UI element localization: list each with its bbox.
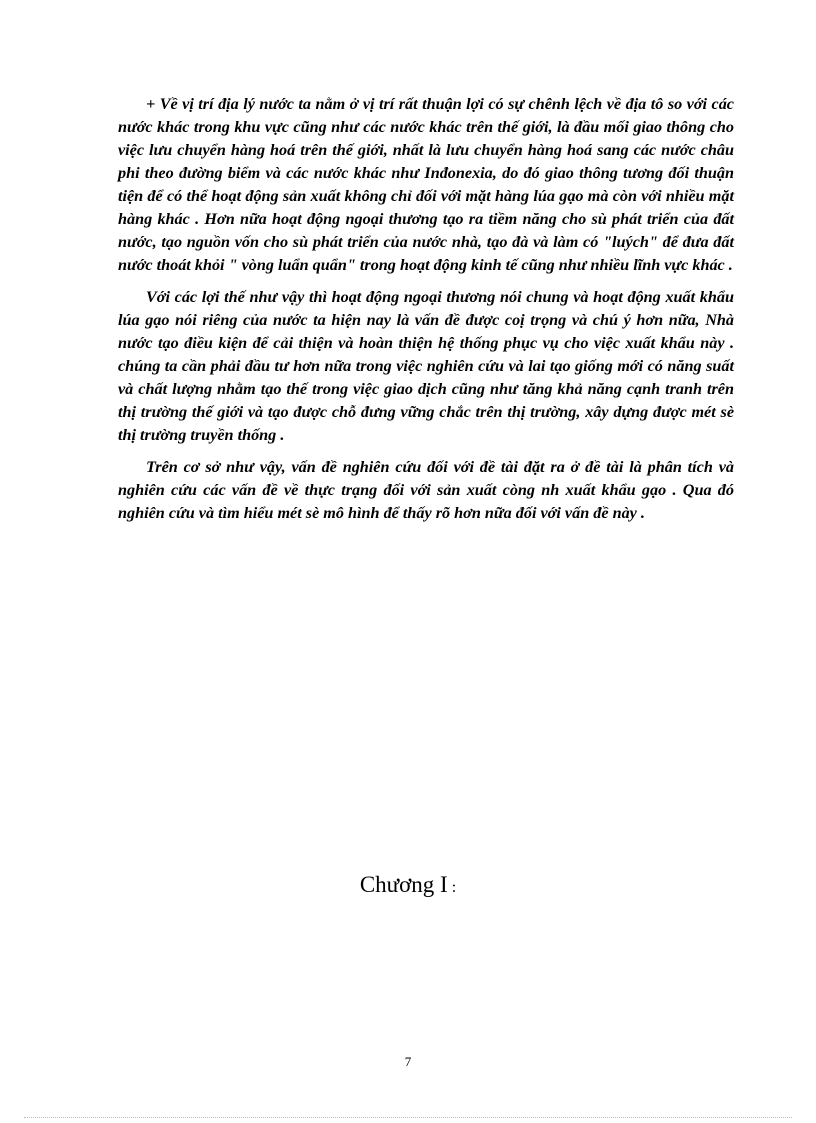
paragraph-advantages: Với các lợi thế như vậy thì hoạt động ngoại thương nói chung và hoạt động xuất khẩu lúa gạo nói riêng của nước ta hiện nay là vấn đề được coị trọng và chú ý hơn nữa, Nhà nước tạo điều kiện để cải thiện và hoàn thiện hệ thống phục vụ cho việc xuất khẩu này . chúng ta cần phải đầu tư hơn nữa trong việc nghiên cứu và lai tạo giống mới có năng suất và chất lượng nhằm tạo thế trong việc giao dịch cũng như tăng khả năng cạnh tranh trên thị trường thế giới và tạo được chỗ đưng vững chắc trên thị trường, xây dựng được mét sè thị trường truyền thống . [118,288,734,444]
body-text [118,93,734,534]
paragraph-geography: + Về vị trí địa lý nước ta nằm ở vị trí rất thuận lợi có sự chênh lệch về địa tô so với các nước khác trong khu vực cũng như các nước khác trên thế giới, là đầu mối giao thông cho việc lưu chuyển hàng hoá trên thế giới, nhất là lưu chuyển hàng hoá sang các nước châu phi theo đường biểm và các nước khác như Inđonexia, do đó giao thông tương đối thuận tiện để có thể hoạt động sản xuất không chỉ đối với mặt hàng lúa gạo mà còn với nhiều mặt hàng khác . Hơn nữa hoạt động ngoại thương tạo ra tiềm năng cho sù phát triển của đất nước, tạo nguồn vốn cho sù phát triển của nước nhà, tạo đà và làm có "luých" để đưa đất nước thoát khỏi " vòng luẩn quẩn" trong hoạt động kinh tế cũng như nhiều lĩnh vực khác . [118,95,734,274]
chapter-heading [0,872,816,898]
chapter-title: Chương I [359,872,448,897]
page-bottom-divider [24,1117,792,1118]
chapter-colon: : [451,879,457,896]
page-number: 7 [404,1054,412,1069]
paragraph-research-scope: Trên cơ sở như vậy, vấn đề nghiên cứu đối với đề tài đặt ra ở đề tài là phân tích và nghiên cứu các vấn đề về thực trạng đối với sản xuất còng nh xuất khẩu gạo . Qua đó nghiên cứu và tìm hiểu mét sè mô hình để thấy rõ hơn nữa đối với vấn đề này . [118,458,734,522]
